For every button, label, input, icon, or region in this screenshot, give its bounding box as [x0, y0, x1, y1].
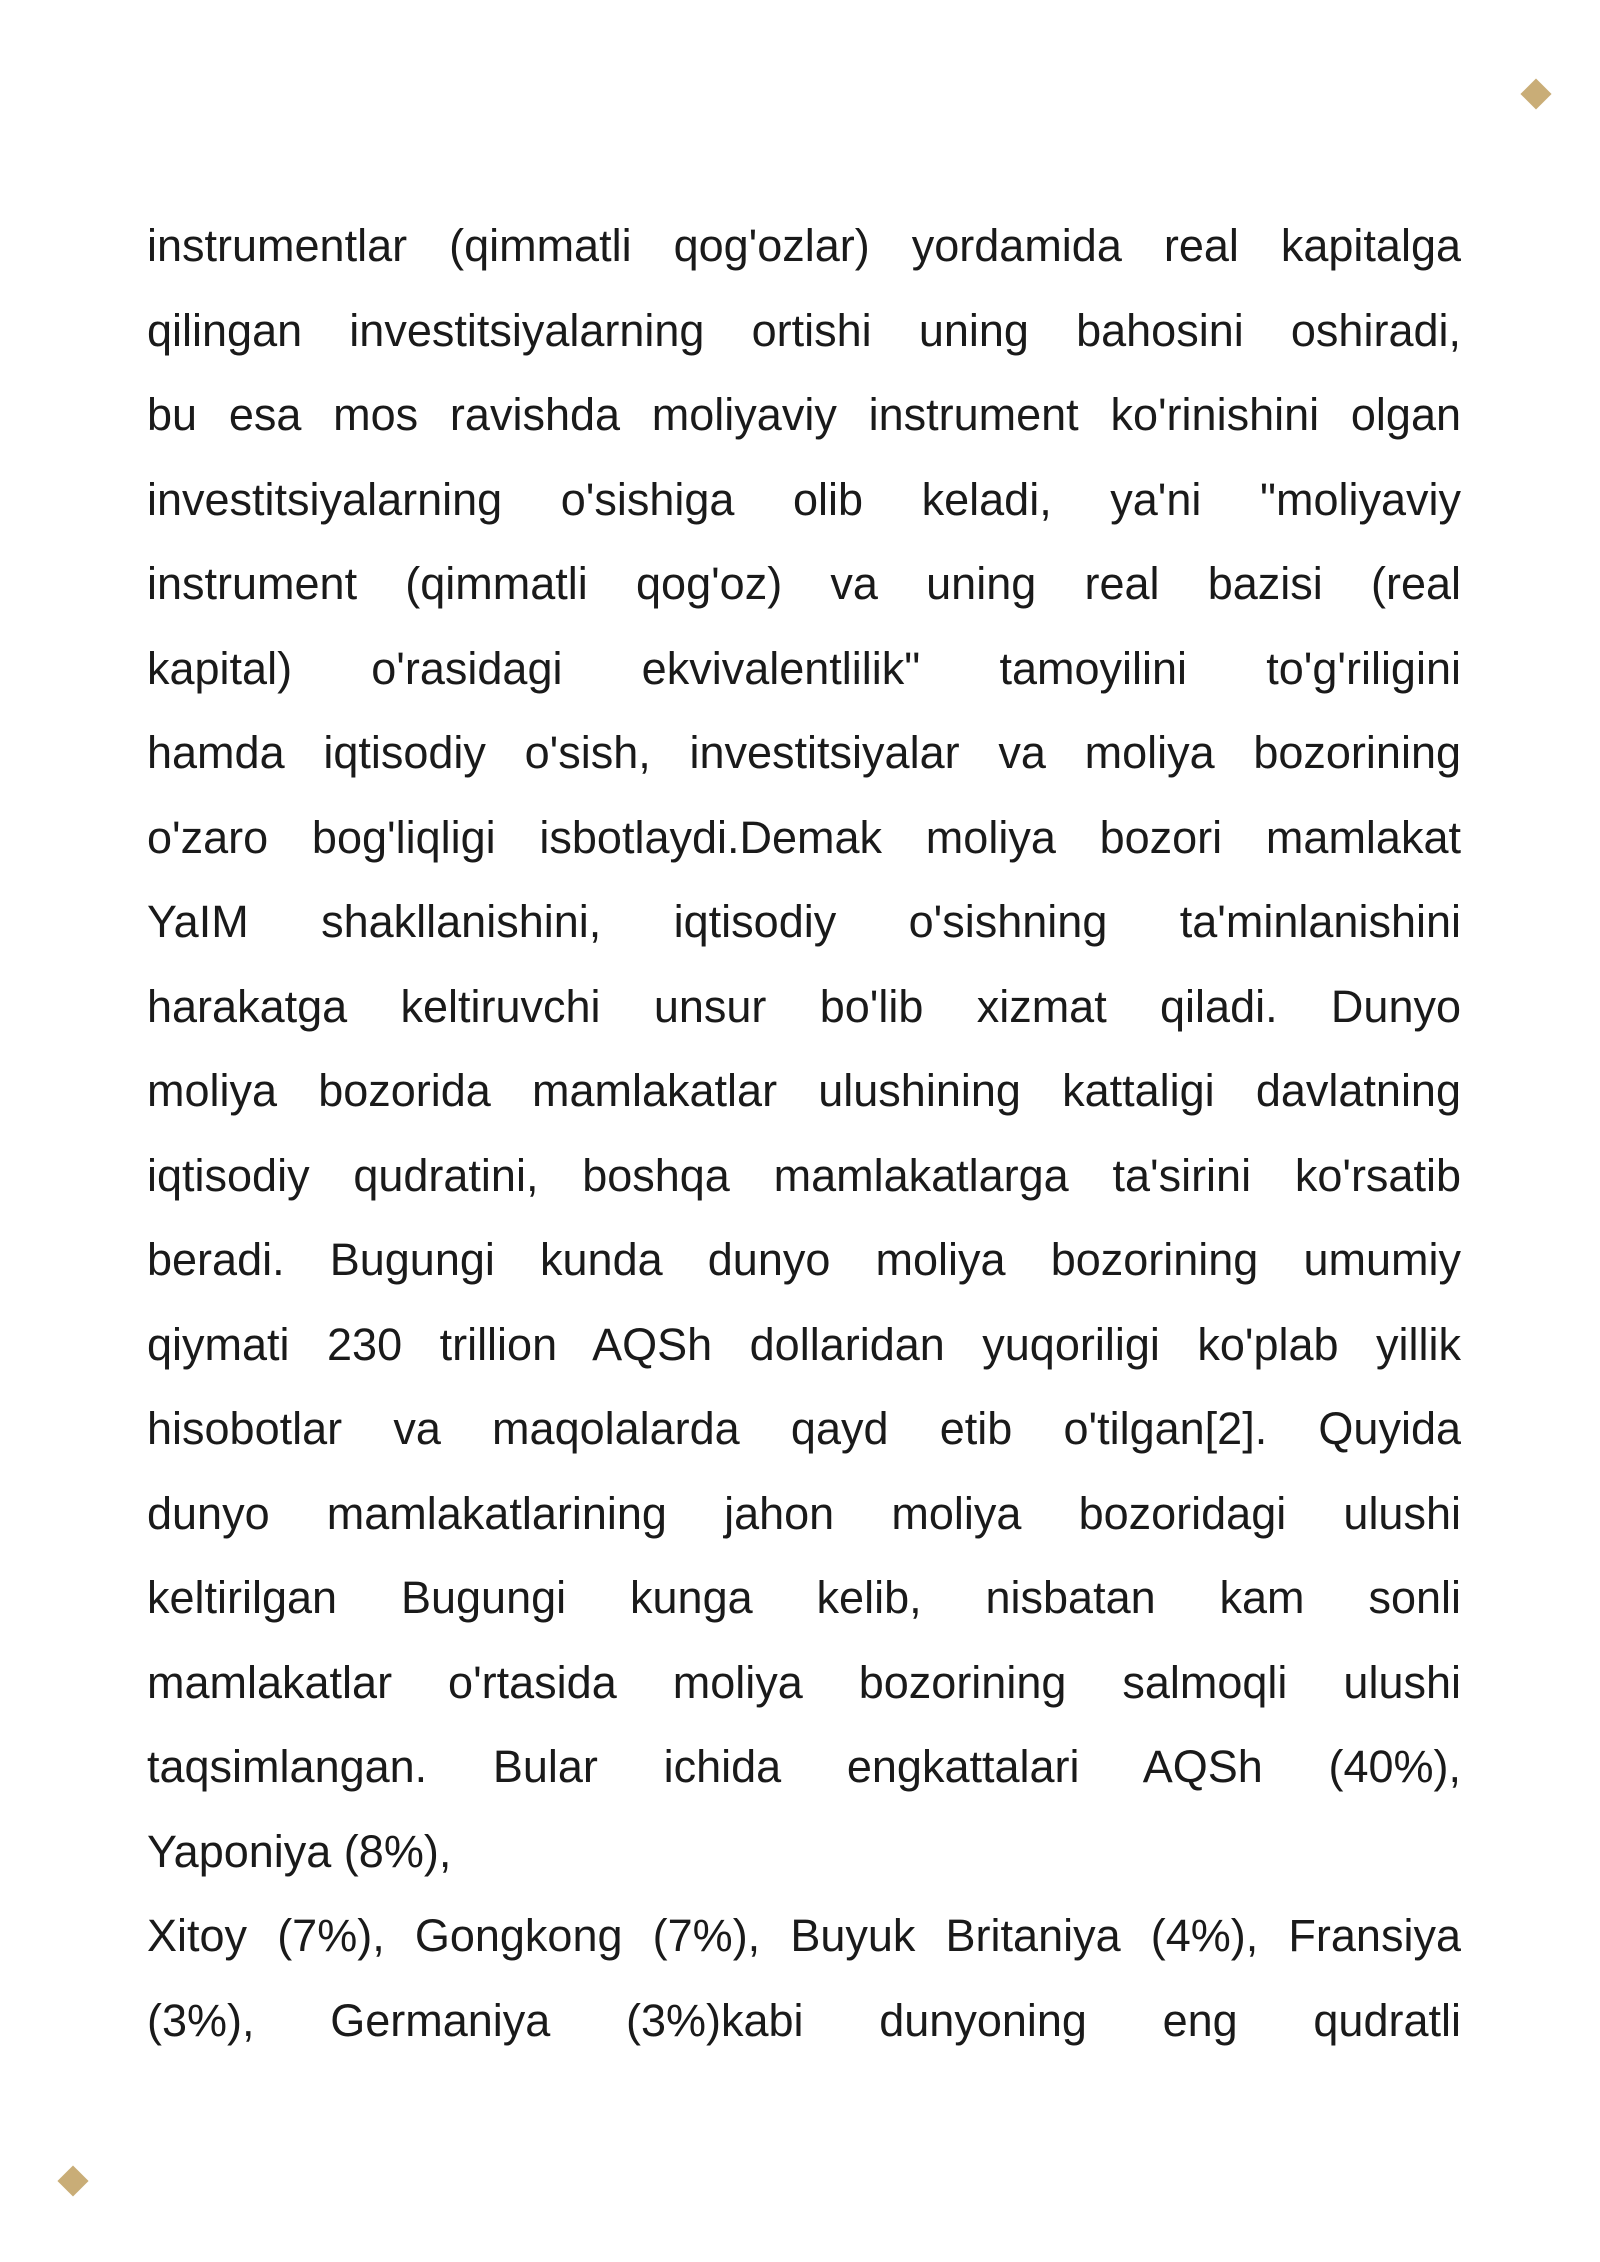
text-line: iqtisodiy qudratini, boshqa mamlakatlarga ta'sirini ko'rsatib	[147, 1149, 1461, 1201]
text-line: harakatga keltiruvchi unsur bo'lib xizmat qiladi. Dunyo	[147, 980, 1461, 1032]
text-line: instrumentlar (qimmatli qog'ozlar) yordamida real kapitalga	[147, 220, 1461, 271]
text-line: kapital) o'rasidagi ekvivalentlilik" tamoyilini to'g'riligini	[147, 642, 1461, 694]
corner-diamond-ornament-icon	[57, 2165, 88, 2196]
text-line: YaIM shakllanishini, iqtisodiy o'sishning ta'minlanishini	[147, 896, 1461, 947]
text-line: beradi. Bugungi kunda dunyo moliya bozorining umumiy	[147, 1234, 1461, 1285]
text-line: qiymati 230 trillion AQSh dollaridan yuqoriligi ko'plab yillik	[147, 1318, 1461, 1370]
text-line: Xitoy (7%), Gongkong (7%), Buyuk Britaniya (4%), Fransiya	[147, 1910, 1461, 1961]
text-line: taqsimlangan. Bular ichida engkattalari AQSh (40%),	[147, 1741, 1461, 1792]
text-line: moliya bozorida mamlakatlar ulushining kattaligi davlatning	[147, 1065, 1461, 1116]
text-line: dunyo mamlakatlarining jahon moliya bozoridagi ulushi	[147, 1487, 1461, 1539]
text-line: Yaponiya (8%),	[147, 1825, 452, 1877]
corner-diamond-ornament-icon	[1520, 78, 1551, 109]
text-line: qilingan investitsiyalarning ortishi uning bahosini oshiradi,	[147, 304, 1461, 356]
text-line: instrument (qimmatli qog'oz) va uning real bazisi (real	[147, 558, 1461, 609]
text-line: o'zaro bog'liqligi isbotlaydi.Demak moliya bozori mamlakat	[147, 811, 1461, 863]
text-line: (3%), Germaniya (3%)kabi dunyoning eng qudratli	[147, 1994, 1461, 2046]
document-body-text	[147, 204, 1461, 2063]
text-line: keltirilgan Bugungi kunga kelib, nisbatan kam sonli	[147, 1572, 1461, 1623]
text-line: bu esa mos ravishda moliyaviy instrument ko'rinishini olgan	[147, 389, 1461, 440]
text-line: hisobotlar va maqolalarda qayd etib o'tilgan[2]. Quyida	[147, 1403, 1461, 1454]
text-line: investitsiyalarning o'sishiga olib keladi, ya'ni "moliyaviy	[147, 473, 1461, 525]
text-line: mamlakatlar o'rtasida moliya bozorining salmoqli ulushi	[147, 1656, 1461, 1708]
text-line: hamda iqtisodiy o'sish, investitsiyalar va moliya bozorining	[147, 727, 1461, 778]
